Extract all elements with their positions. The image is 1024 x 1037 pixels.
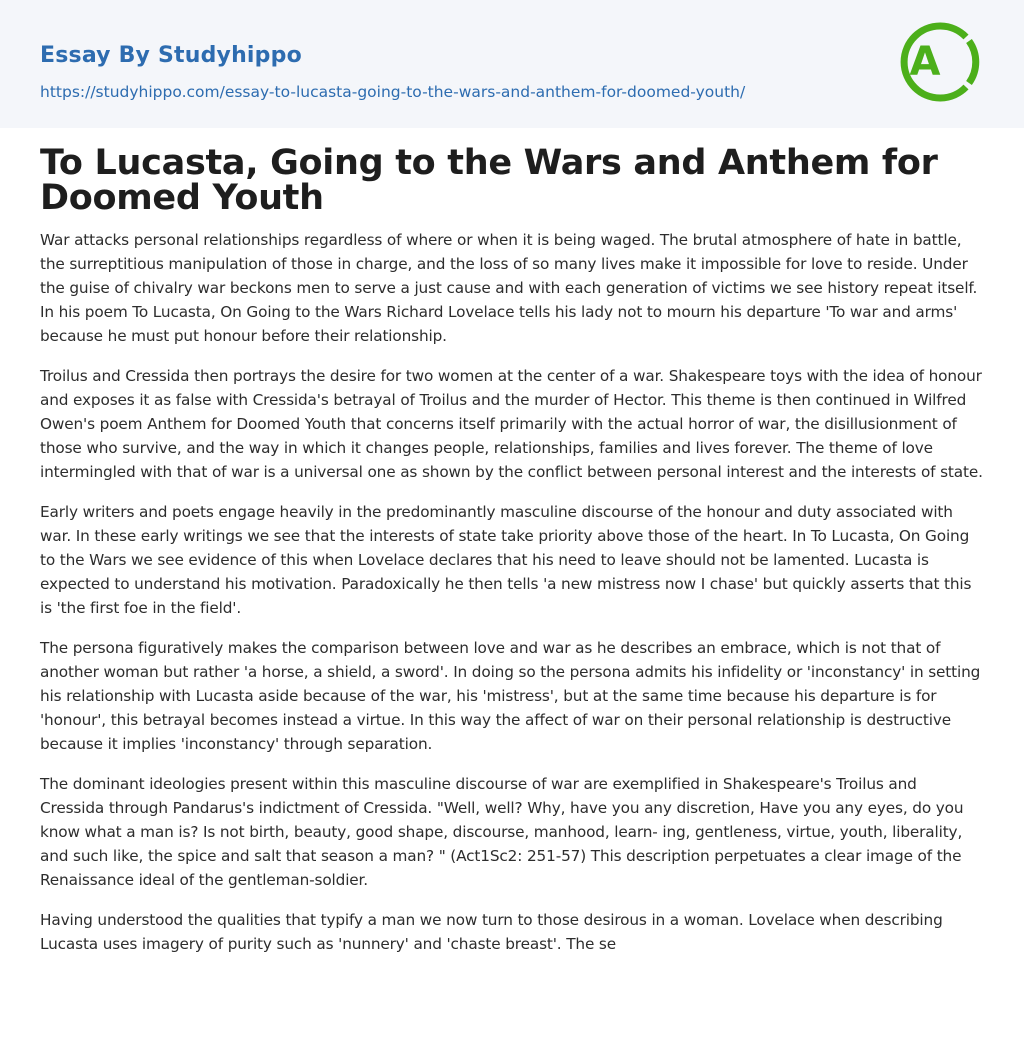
site-brand[interactable]: Essay By Studyhippo xyxy=(40,43,302,68)
essay-title: To Lucasta, Going to the Wars and Anthem for Doomed Youth xyxy=(40,143,938,218)
essay-paragraph-1: War attacks personal relationships regardless of where or when it is being waged. The brutal atmosphere of hate in battle, the surreptitious manipulation of those in charge, and the loss of so many lives make it impossible for love to reside. Under the guise of chivalry war beckons men to serve a just cause and with each generation of victims we see history repeat itself. In his poem To Lucasta, On Going to the Wars Richard Lovelace tells his lady not to mourn his departure 'To war and arms' because he must put honour before their relationship. xyxy=(40,231,978,345)
site-header xyxy=(0,0,1024,128)
essay-paragraph-6: Having understood the qualities that typify a man we now turn to those desirous in a woman. Lovelace when describing Lucasta uses imagery of purity such as 'nunnery' and 'chaste breast'. The se xyxy=(40,911,943,953)
essay-paragraph-3: Early writers and poets engage heavily in the predominantly masculine discourse of the honour and duty associated with war. In these early writings we see that the interests of state take priority above those of the heart. In To Lucasta, On Going to the Wars we see evidence of this when Lovelace declares that his need to leave should not be lamented. Lucasta is expected to understand his motivation. Paradoxically he then tells 'a new mistress now I chase' but quickly asserts that this is 'the first foe in the field'. xyxy=(40,503,972,617)
essay-content xyxy=(0,128,1024,956)
essay-paragraph-2: Troilus and Cressida then portrays the desire for two women at the center of a war. Shakespeare toys with the idea of honour and exposes it as false with Cressida's betrayal of Troilus and the murder of Hector. This theme is then continued in Wilfred Owen's poem Anthem for Doomed Youth that concerns itself primarily with the actual horror of war, the disillusionment of those who survive, and the way in which it changes people, relationships, families and lives forever. The theme of love intermingled with that of war is a universal one as shown by the conflict between personal interest and the interests of state. xyxy=(40,367,983,481)
logo-letter: A xyxy=(909,39,941,85)
essay-paragraph-4: The persona figuratively makes the comparison between love and war as he describes an embrace, which is not that of another woman but rather 'a horse, a shield, a sword'. In doing so the persona admits his infidelity or 'inconstancy' in setting his relationship with Lucasta aside because of the war, his 'mistress', but at the same time because his departure is for 'honour', this betrayal becomes instead a virtue. In this way the affect of war on their personal relationship is destructive because it implies 'inconstancy' through separation. xyxy=(40,639,981,753)
circle-a-logo-icon[interactable] xyxy=(900,20,984,104)
essay-paragraph-5: The dominant ideologies present within this masculine discourse of war are exemplified in Shakespeare's Troilus and Cressida through Pandarus's indictment of Cressida. "Well, well? Why, have you any discretion, Have you any eyes, do you know what a man is? Is not birth, beauty, good shape, discourse, manhood, learn- ing, gentleness, virtue, youth, liberality, and such like, the spice and salt that season a man? " (Act1Sc2: 251-57) This description perpetuates a clear image of the Renaissance ideal of the gentleman-soldier. xyxy=(40,775,964,889)
essay-url-link[interactable]: https://studyhippo.com/essay-to-lucasta-going-to-the-wars-and-anthem-for-doomed-youth/ xyxy=(40,83,746,101)
